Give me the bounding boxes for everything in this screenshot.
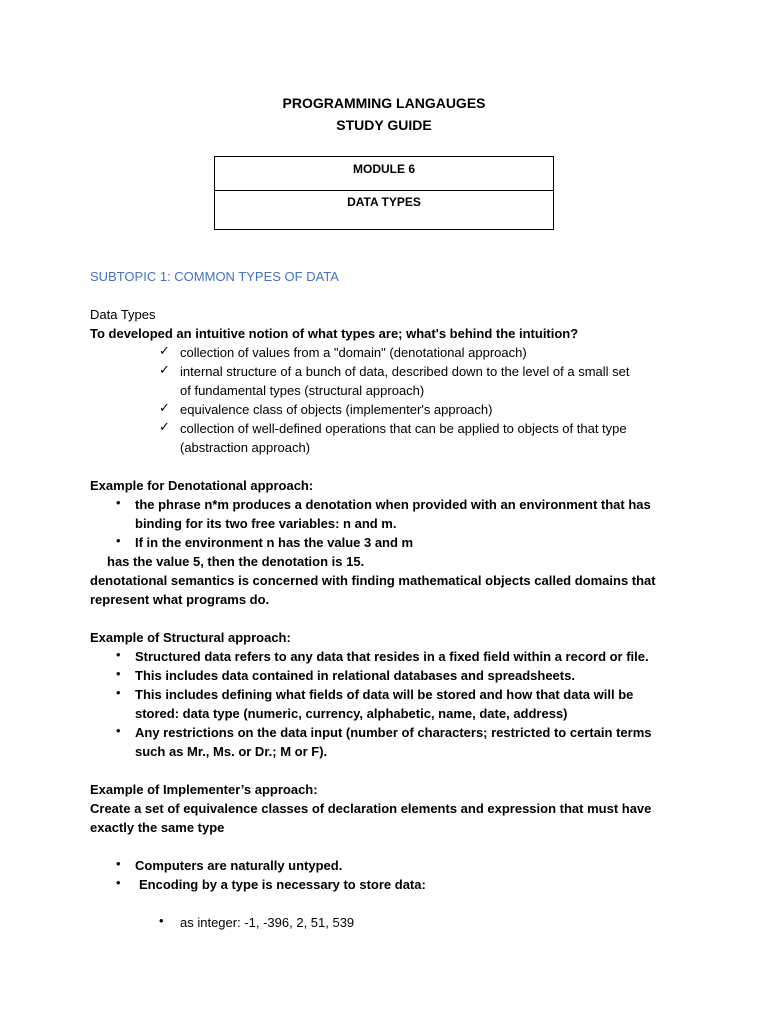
structural-bullet: This includes defining what fields of data will be stored and how that data will be xyxy=(135,687,634,702)
denotational-cont: has the value 5, then the denotation is 15. xyxy=(107,554,365,569)
check-icon: ✓ xyxy=(159,400,170,415)
bullet-icon: • xyxy=(116,495,121,510)
implementer-heading: Example of Implementer’s approach: xyxy=(90,782,318,797)
module-topic: DATA TYPES xyxy=(347,195,421,209)
implementer-paragraph-cont: exactly the same type xyxy=(90,820,225,835)
module-box xyxy=(214,156,554,230)
denotational-bullet-cont: binding for its two free variables: n and m. xyxy=(135,516,397,531)
bullet-icon: • xyxy=(116,856,121,871)
bullet-icon: • xyxy=(116,685,121,700)
implementer-paragraph: Create a set of equivalence classes of declaration elements and expression that must have xyxy=(90,801,652,816)
bullet-icon: • xyxy=(116,723,121,738)
module-label: MODULE 6 xyxy=(215,157,553,191)
checklist-item-cont: (abstraction approach) xyxy=(180,440,311,455)
structural-bullet-cont: such as Mr., Ms. or Dr.; M or F). xyxy=(135,744,328,759)
denotational-bullet: If in the environment n has the value 3 and m xyxy=(135,535,414,550)
checklist-item: collection of well-defined operations that can be applied to objects of that type xyxy=(180,421,627,436)
bullet-icon: • xyxy=(116,875,121,890)
checklist-item: equivalence class of objects (implementer's approach) xyxy=(180,402,493,417)
bullet-icon: • xyxy=(116,647,121,662)
document-title-line2: STUDY GUIDE xyxy=(336,117,432,133)
implementer-sub-bullet: as integer: -1, -396, 2, 51, 539 xyxy=(180,915,355,930)
checklist-item: internal structure of a bunch of data, described down to the level of a small set xyxy=(180,364,630,379)
structural-bullet: This includes data contained in relational databases and spreadsheets. xyxy=(135,668,575,683)
structural-heading: Example of Structural approach: xyxy=(90,630,291,645)
structural-bullet-cont: stored: data type (numeric, currency, alphabetic, name, date, address) xyxy=(135,706,568,721)
bullet-icon: • xyxy=(116,666,121,681)
structural-bullet: Any restrictions on the data input (number of characters; restricted to certain terms xyxy=(135,725,652,740)
check-icon: ✓ xyxy=(159,362,170,377)
denotational-bullet: the phrase n*m produces a denotation when provided with an environment that has xyxy=(135,497,651,512)
implementer-bullet: Computers are naturally untyped. xyxy=(135,858,343,873)
data-types-question: To developed an intuitive notion of what types are; what's behind the intuition? xyxy=(90,326,579,341)
denotational-heading: Example for Denotational approach: xyxy=(90,478,314,493)
subtopic-heading: SUBTOPIC 1: COMMON TYPES OF DATA xyxy=(90,269,339,284)
data-types-heading: Data Types xyxy=(90,307,156,322)
structural-bullet: Structured data refers to any data that resides in a fixed field within a record or file. xyxy=(135,649,649,664)
check-icon: ✓ xyxy=(159,343,170,358)
check-icon: ✓ xyxy=(159,419,170,434)
bullet-icon: • xyxy=(116,533,121,548)
checklist-item: collection of values from a "domain" (denotational approach) xyxy=(180,345,527,360)
document-title-line1: PROGRAMMING LANGAUGES xyxy=(282,95,486,111)
denotational-paragraph-cont: represent what programs do. xyxy=(90,592,270,607)
bullet-icon: • xyxy=(159,913,164,928)
denotational-paragraph: denotational semantics is concerned with finding mathematical objects called domains that xyxy=(90,573,656,588)
checklist-item-cont: of fundamental types (structural approach) xyxy=(180,383,425,398)
implementer-bullet: Encoding by a type is necessary to store data: xyxy=(139,877,426,892)
